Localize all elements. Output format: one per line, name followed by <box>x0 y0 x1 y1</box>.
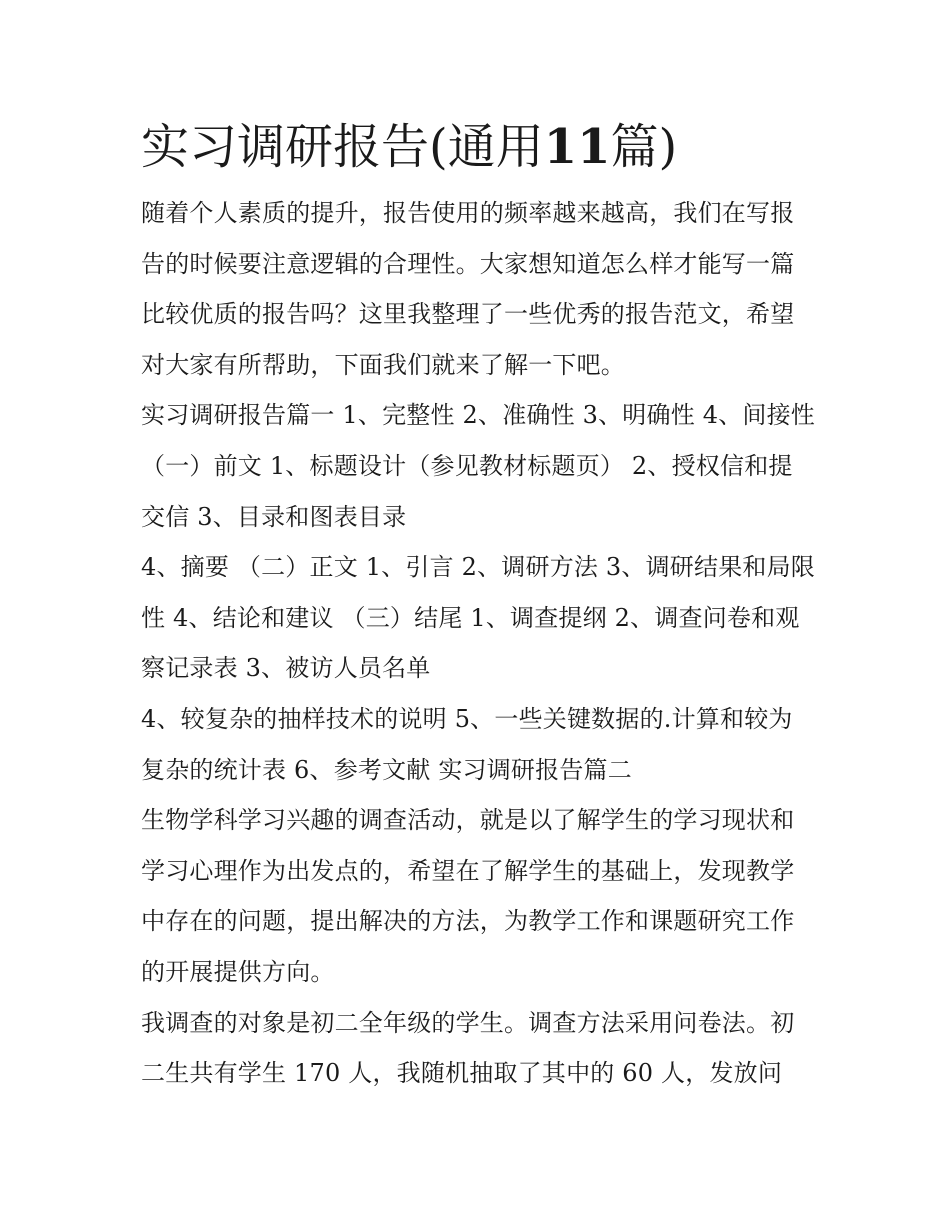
title-number: 11 <box>543 119 611 175</box>
text-line: 我调查的对象是初二全年级的学生。调查方法采用问卷法。初 <box>141 1008 795 1037</box>
text-line: 性 4、结论和建议 （三）结尾 1、调查提纲 2、调查问卷和观 <box>141 603 800 632</box>
report-one-paragraph <box>141 390 821 542</box>
survey-paragraph <box>141 998 821 1099</box>
text-line: 二生共有学生 170 人，我随机抽取了其中的 60 人，发放问 <box>141 1059 783 1088</box>
text-line: 4、摘要 （二）正文 1、引言 2、调研方法 3、调研结果和局限 <box>141 553 815 582</box>
text-line: 察记录表 3、被访人员名单 <box>141 654 431 683</box>
text-line: 中存在的问题，提出解决的方法，为教学工作和课题研究工作 <box>141 907 795 936</box>
intro-paragraph <box>141 188 821 390</box>
text-line: 4、较复杂的抽样技术的说明 5、一些关键数据的.计算和较为 <box>141 704 793 733</box>
document-title <box>141 108 821 186</box>
title-text: 实习调研报告(通用 <box>141 119 544 175</box>
text-line: 告的时候要注意逻辑的合理性。大家想知道怎么样才能写一篇 <box>141 249 795 278</box>
text-line: 交信 3、目录和图表目录 <box>141 502 407 531</box>
document-page <box>141 108 821 1099</box>
text-line: 复杂的统计表 6、参考文献 实习调研报告篇二 <box>141 755 632 784</box>
text-line: 对大家有所帮助，下面我们就来了解一下吧。 <box>141 350 625 379</box>
structure-paragraph <box>141 542 821 694</box>
report-two-paragraph <box>141 795 821 997</box>
text-line: 实习调研报告篇一 1、完整性 2、准确性 3、明确性 4、间接性 <box>141 401 815 430</box>
title-suffix: 篇) <box>610 119 678 175</box>
appendix-paragraph <box>141 694 821 795</box>
text-line: 的开展提供方向。 <box>141 957 335 986</box>
text-line: 学习心理作为出发点的，希望在了解学生的基础上，发现教学 <box>141 856 795 885</box>
text-line: （一）前文 1、标题设计（参见教材标题页） 2、授权信和提 <box>141 451 793 480</box>
text-line: 生物学科学习兴趣的调查活动，就是以了解学生的学习现状和 <box>141 806 795 835</box>
text-line: 比较优质的报告吗？这里我整理了一些优秀的报告范文，希望 <box>141 300 795 329</box>
text-line: 随着个人素质的提升，报告使用的频率越来越高，我们在写报 <box>141 199 795 227</box>
